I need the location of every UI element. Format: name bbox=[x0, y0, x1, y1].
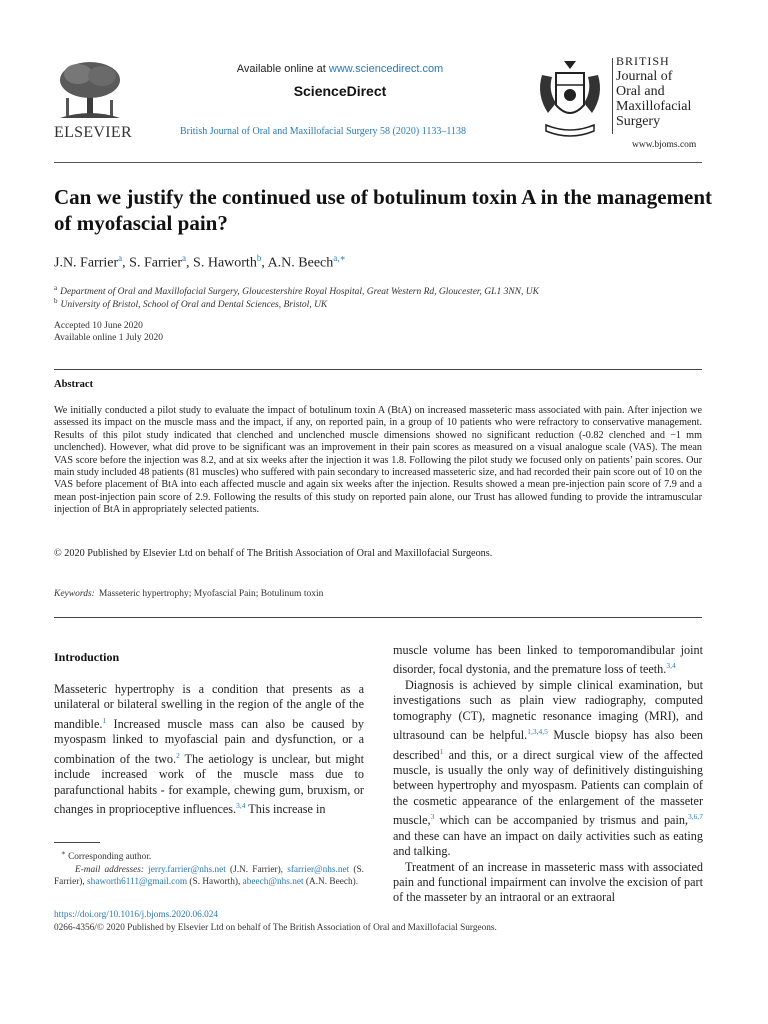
author-affiliation-marker[interactable]: a,∗ bbox=[333, 253, 346, 263]
left-column bbox=[54, 682, 364, 817]
introduction-heading: Introduction bbox=[54, 650, 120, 664]
author-name: S. Farrier bbox=[129, 255, 183, 271]
corresponding-author-footnote: ∗ Corresponding author. E-mail addresses: jerry.farrier@nhs.net (J.N. Farrier), sfarrier@nhs.net (S. Farrier), shaworth6111@gmail.com (S. Haworth), abeech@nhs.net (A.N. Beech). bbox=[54, 849, 365, 887]
platform-name: ScienceDirect bbox=[293, 83, 387, 99]
journal-line-3: Oral and bbox=[616, 84, 665, 99]
citation-ref[interactable]: 1 bbox=[102, 715, 107, 725]
citation-ref[interactable]: 1,3,4,5 bbox=[527, 727, 548, 737]
journal-url[interactable]: www.bjoms.com bbox=[632, 140, 697, 150]
paragraph: muscle volume has been linked to temporomandibular joint disorder, focal dystonia, and the premature loss of teeth.$^{3,4}$ bbox=[393, 643, 703, 677]
journal-line-5: Surgery bbox=[616, 114, 661, 129]
sciencedirect-link[interactable]: www.sciencedirect.com bbox=[328, 63, 444, 75]
citation-ref[interactable]: 2 bbox=[176, 750, 180, 760]
elsevier-tree-logo bbox=[54, 58, 126, 122]
journal-line-1: BRITISH bbox=[616, 54, 670, 68]
journal-line-4: Maxillofacial bbox=[616, 99, 692, 114]
citation-ref[interactable]: 3,4 bbox=[236, 800, 246, 810]
email-link[interactable]: abeech@nhs.net bbox=[242, 876, 304, 887]
issn-copyright: 0266-4356/© 2020 Published by Elsevier Ltd on behalf of The British Association of Oral and Maxillofacial Surgeons. bbox=[54, 923, 497, 933]
doi-link[interactable]: https://doi.org/10.1016/j.bjoms.2020.06.024 bbox=[54, 910, 219, 920]
footnote-rule bbox=[54, 842, 100, 843]
abstract-body: We initially conducted a pilot study to evaluate the impact of botulinum toxin A (BtA) on increased masseteric mass associated with pain. After injection we assessed its impact on the muscle mass and the impact, if any, on reported pain, in a group of 10 patients who were refractory to conservative management. Results of this pilot study indicated that clenched and unclenched muscle dimensions showed no significant reduction (-0.82 clenched and −1 mm unclenched). However, what did prove to be significant was an improvement in their pain scores as measured on a visual analogue scale (VAS). The mean VAS score before the injection was 8.2, and at six weeks after the injection it was 1.8. Following the pilot study we focused only on patients’ pain scores. Our main study included 48 patients (81 muscles) who suffered with pain secondary to increased masseteric size, and had recorded their pain score out of 10 on the VAS before placement of BtA into each affected muscle and again six weeks after the injection. Results showed a mean pre-injection pain score of 7.9 and a mean post-injection pain score of 2.9. Following the results of this study on reported pain alone, our Trust has allowed funding to provide the intramuscular injection of BtA in appropriately selected patients. bbox=[54, 405, 702, 516]
author-affiliation-marker[interactable]: a bbox=[182, 253, 187, 263]
header-divider bbox=[54, 162, 702, 163]
keywords-label: Keywords: bbox=[54, 589, 95, 599]
citation-ref[interactable]: 1 bbox=[439, 746, 444, 756]
right-column bbox=[393, 643, 703, 906]
abstract-heading: Abstract bbox=[54, 379, 94, 390]
available-online-date: Available online 1 July 2020 bbox=[54, 333, 164, 343]
paragraph: Treatment of an increase in masseteric mass with associated pain and functional impairment can involve the excision of part of the masseter by an intraoral or an extraoral bbox=[393, 859, 703, 905]
affiliation: $^a$ Department of Oral and Maxillofacial Surgery, Gloucestershire Royal Hospital, Great Western Rd, Gloucester, GL1 3NN, UK bbox=[54, 284, 539, 298]
citation-ref[interactable]: 3 bbox=[430, 812, 435, 822]
article-dates bbox=[54, 320, 163, 344]
email-link[interactable]: shaworth6111@gmail.com bbox=[87, 876, 188, 887]
citation-ref[interactable]: 3,6,7 bbox=[688, 812, 703, 822]
email-link[interactable]: jerry.farrier@nhs.net bbox=[148, 864, 226, 875]
paragraph: Masseteric hypertrophy is a condition that presents as a unilateral or bilateral swelling in the region of the angle of the mandible.$^1$ Increased muscle mass can also be caused by myospasm linked to myofascial pain and dysfunction, or a combination of the two.$^2$ The aetiology is unclear, but might include increased work of the muscle mass due to parafunctional habits - for example, chewing gum, bruxism, or changes in proprioceptive influences.$^{3,4}$ This increase in bbox=[54, 682, 365, 817]
author-affiliation-marker[interactable]: a bbox=[118, 253, 123, 263]
email-link[interactable]: sfarrier@nhs.net bbox=[287, 864, 350, 875]
journal-citation-link[interactable]: British Journal of Oral and Maxillofacial Surgery 58 (2020) 1133–1138 bbox=[180, 126, 466, 137]
keywords-list: Masseteric hypertrophy; Myofascial Pain; Botulinum toxin bbox=[98, 589, 324, 599]
abstract-top-rule bbox=[54, 369, 702, 370]
article-title: Can we justify the continued use of botulinum toxin A in the management of myofascial pain? bbox=[54, 185, 713, 235]
available-online-line: Available online at www.sciencedirect.com bbox=[236, 63, 444, 75]
journal-line-2: Journal of bbox=[616, 69, 673, 84]
affiliation: $^b$ University of Bristol, School of Oral and Dental Sciences, Bristol, UK bbox=[54, 297, 328, 311]
author-name: J.N. Farrier bbox=[54, 255, 119, 271]
abstract-copyright: © 2020 Published by Elsevier Ltd on behalf of The British Association of Oral and Maxillofacial Surgeons. bbox=[54, 548, 493, 559]
author-name: A.N. Beech bbox=[267, 255, 334, 271]
publisher-logo-text: ELSEVIER bbox=[54, 124, 132, 141]
accepted-date: Accepted 10 June 2020 bbox=[54, 321, 143, 331]
journal-separator bbox=[612, 58, 613, 134]
paragraph: Diagnosis is achieved by simple clinical examination, but investigations such as plain view radiography, computed tomography (CT), magnetic resonance imaging (MRI), and ultrasound can be helpful.$^{1,3,4,5}$ Muscle biopsy has also been described$^1$ and this, or a direct surgical view of the affected muscle, is usually the only way of definitively distinguishing between hypertrophy and myospasm. Patients can complain of the cosmetic appearance of the enlargement of the masseter muscle,$^3$ which can be accompanied by trismus and pain,$^{3,6,7}$ and these can have an impact on daily activities such as eating and talking. bbox=[393, 677, 703, 859]
citation-ref[interactable]: 3,4 bbox=[666, 661, 676, 671]
author-name: S. Haworth bbox=[193, 255, 257, 271]
author-affiliation-marker[interactable]: b bbox=[256, 253, 262, 263]
abstract-bottom-rule bbox=[54, 617, 702, 618]
author-list: J.N. Farrier$^a$, S. Farrier$^a$, S. Haworth$^b$, A.N. Beech$^{a,∗}$ bbox=[54, 253, 346, 271]
journal-name-block bbox=[616, 54, 691, 129]
keywords bbox=[54, 589, 323, 599]
journal-crest-emblem bbox=[534, 55, 606, 143]
